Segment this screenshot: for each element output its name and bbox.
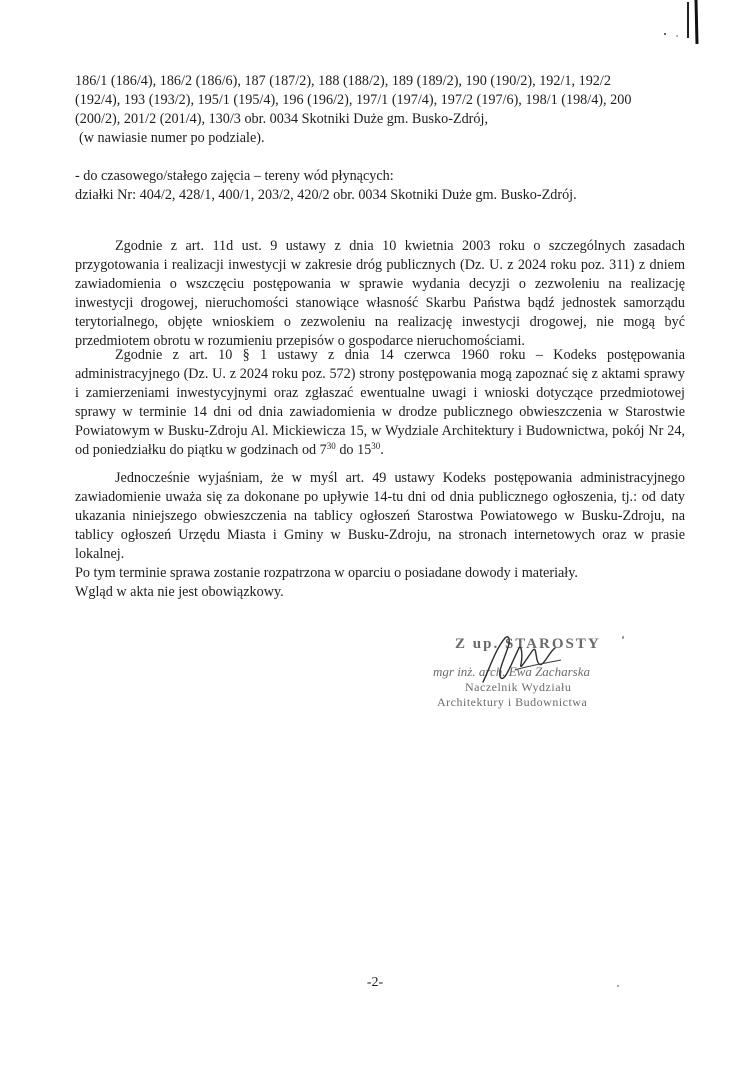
paragraph-kpa-text: Zgodnie z art. 10 § 1 ustawy z dnia 14 czerwca 1960 roku – Kodeks postępowania administracyjnego (Dz. U. z 2024 roku poz. 572) strony postępowania mogą zapoznać się z aktami sprawy i zamierzeniami inwestycyjnymi oraz zgłaszać ewentualne uwagi i wnioski dotyczące przedmiotowej sprawy w terminie 14 dni od dnia zawiadomienia w drodze publicznego obwieszczenia w Starostwie Powiatowym w Busku-Zdroju Al. Mickiewicza 15, w Wydziale Architektury i Budownictwa, pokój Nr 24, od poniedziałku do piątku w godzinach od $7^{30}$ do $15^{30}$. bbox=[75, 347, 685, 458]
stamp-department: Architektury i Budownictwa bbox=[437, 695, 588, 709]
parcel-line-1: 186/1 (186/4), 186/2 (186/6), 187 (187/2), 188 (188/2), 189 (189/2), 190 (190/2), 192/1, 192/2 bbox=[75, 73, 611, 89]
paragraph-special-act bbox=[75, 237, 685, 351]
waters-heading: - do czasowego/stałego zajęcia – tereny wód płynących: bbox=[75, 168, 394, 184]
closing-line-2: Wgląd w akta nie jest obowiązkowy. bbox=[75, 584, 284, 600]
paragraph-notice bbox=[75, 469, 685, 602]
scan-speck bbox=[622, 636, 624, 639]
parcel-list bbox=[75, 72, 685, 148]
paragraph-kpa bbox=[75, 346, 685, 460]
parcel-line-4: (w nawiasie numer po podziale). bbox=[79, 130, 265, 146]
paragraph-notice-text: Jednocześnie wyjaśniam, że w myśl art. 49 ustawy Kodeks postępowania administracyjnego zawiadomienie uważa się za dokonane po upływie 14-tu dni od dnia publicznego ogłoszenia, tj.: od daty ukazania niniejszego obwieszczenia na tablicy ogłoszeń Starostwa Powiatowego w Busku-Zdroju, na tablicy ogłoszeń Urzędu Miasta i Gminy w Busku-Zdroju, na stronach internetowych oraz w prasie lokalnej. bbox=[75, 470, 685, 562]
stamp-authority: Z up. STAROSTY bbox=[455, 636, 601, 652]
paragraph-special-act-text: Zgodnie z art. 11d ust. 9 ustawy z dnia 10 kwietnia 2003 roku o szczególnych zasadach przygotowania i realizacji inwestycji w zakresie dróg publicznych (Dz. U. z 2024 roku poz. 311) z dniem zawiadomienia o wszczęciu postępowania w sprawie wydania decyzji o zezwoleniu na realizację inwestycji drogowej, nieruchomości stanowiące własność Skarbu Państwa bądź jednostek samorządu terytorialnego, objęte wnioskiem o zezwoleniu na realizację inwestycji drogowej, nie mogą być przedmiotem obrotu w rozumieniu przepisów o gospodarce nieruchomościami. bbox=[75, 238, 685, 349]
parcel-line-3: (200/2), 201/2 (201/4), 130/3 obr. 0034 Skotniki Duże gm. Busko-Zdrój, bbox=[75, 111, 488, 127]
parcel-line-2: (192/4), 193 (193/2), 195/1 (195/4), 196 (196/2), 197/1 (197/4), 197/2 (197/6), 198/1 (198/4), 200 bbox=[75, 92, 632, 108]
waters-section bbox=[75, 167, 685, 205]
stamp-signatory-name: mgr inż. arch. Ewa Zacharska bbox=[433, 664, 590, 679]
page-number: -2- bbox=[366, 975, 384, 990]
corner-scan-mark bbox=[655, 0, 715, 50]
stamp-role: Naczelnik Wydziału bbox=[465, 680, 572, 694]
handwritten-signature bbox=[475, 630, 565, 690]
closing-line-1: Po tym terminie sprawa zostanie rozpatrzona w oparciu o posiadane dowody i materiały. bbox=[75, 565, 578, 581]
waters-parcel-list: działki Nr: 404/2, 428/1, 400/1, 203/2, 420/2 obr. 0034 Skotniki Duże gm. Busko-Zdrój. bbox=[75, 187, 577, 203]
